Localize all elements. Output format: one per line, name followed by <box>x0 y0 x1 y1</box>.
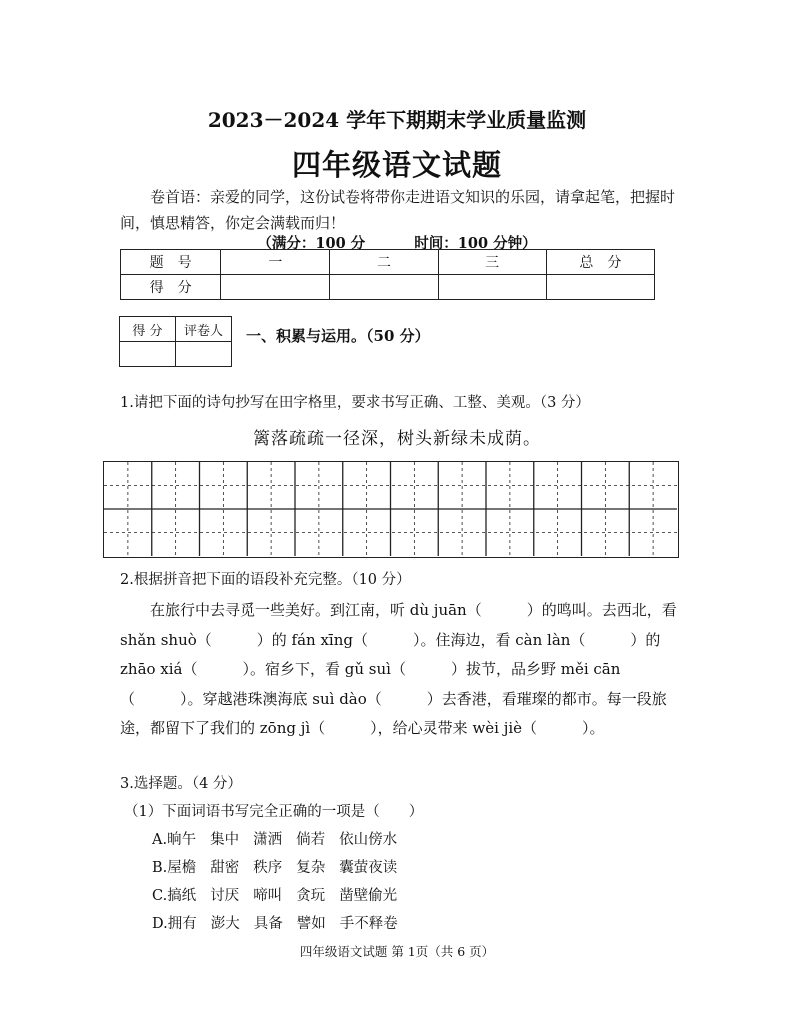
option-word: 讨厌 <box>210 888 240 904</box>
option-word: 譬如 <box>296 916 326 932</box>
option-word: 囊萤夜读 <box>339 860 398 876</box>
question-1: 1.请把下面的诗句抄写在田字格里，要求书写正确、工整、美观。（3 分） <box>120 395 590 411</box>
grid-lines <box>104 462 677 556</box>
option-label: C. <box>152 888 168 904</box>
tianzige-grid[interactable] <box>103 461 679 558</box>
option-word: 凿壁偷光 <box>339 888 398 904</box>
option-word: 复杂 <box>296 860 326 876</box>
exam-time: 时间：100 分钟） <box>414 235 537 252</box>
option-d[interactable] <box>152 912 412 933</box>
exam-title: 2023－2024 学年下期期末学业质量监测 <box>207 108 587 132</box>
option-word: 甜密 <box>210 860 240 876</box>
table-row <box>121 250 655 275</box>
grader-score-cell[interactable] <box>120 342 176 367</box>
option-word: 晌午 <box>167 832 197 848</box>
option-c[interactable] <box>152 884 411 905</box>
score-header-cell: 总 分 <box>546 250 654 275</box>
score-entry-cell[interactable] <box>438 275 546 300</box>
option-label: D. <box>152 916 168 932</box>
score-header-cell: 三 <box>438 250 546 275</box>
page-footer: 四年级语文试题 第 1页（共 6 页） <box>299 944 495 959</box>
table-row <box>120 317 232 342</box>
option-word: 依山傍水 <box>339 832 398 848</box>
option-word: 秩序 <box>253 860 283 876</box>
option-word: 屋檐 <box>167 860 197 876</box>
grader-score-label: 得 分 <box>120 317 176 342</box>
option-word: 啼叫 <box>253 888 283 904</box>
score-entry-cell[interactable] <box>330 275 438 300</box>
table-row <box>121 275 655 300</box>
question-3-sub1: （1）下面词语书写完全正确的一项是（ ） <box>124 804 424 820</box>
option-label: B. <box>152 860 168 876</box>
pinyin-paragraph: 在旅行中去寻觅一些美好。到江南，听 dù juān（ ）的鸣叫。去西北，看 shǎn shuò（ ）的 fán xīng（ ）。住海边，看 càn làn（ ）的 zhāo xiá（ ）。宿乡下，看 gǔ suì（ ）拔节，品乡野 měi cān（ ）。穿越港珠澳海底 suì dào（ ）去香港，看璀璨的都市。每一段旅途，都留下了我们的 zōng jì（ ），给心灵带来 wèi jiè（ ）。 <box>120 601 677 737</box>
option-word: 手不释卷 <box>339 916 398 932</box>
grader-box <box>119 316 232 367</box>
poem-line: 篱落疏疏一径深，树头新绿未成荫。 <box>253 429 541 449</box>
score-entry-cell[interactable] <box>546 275 654 300</box>
option-word: 倘若 <box>296 832 326 848</box>
full-score: （满分：100 分 <box>257 235 366 252</box>
option-word: 具备 <box>253 916 283 932</box>
question-2: 2.根据拼音把下面的语段补充完整。（10 分） <box>120 572 411 588</box>
option-word: 潇洒 <box>253 832 283 848</box>
option-b[interactable] <box>152 856 411 877</box>
grader-name-label: 评卷人 <box>176 317 232 342</box>
intro-text: 卷首语：亲爱的同学，这份试卷将带你走进语文知识的乐园，请拿起笔，把握时间，慎思精答，你定会满载而归！ <box>120 188 676 232</box>
option-word: 搞纸 <box>167 888 197 904</box>
option-word: 集中 <box>210 832 240 848</box>
option-word: 贪玩 <box>296 888 326 904</box>
question-3: 3.选择题。（4 分） <box>120 776 242 792</box>
score-header-cell: 题 号 <box>121 250 221 275</box>
score-header-cell: 二 <box>330 250 438 275</box>
subject-title: 四年级语文试题 <box>291 148 502 182</box>
option-word: 拥有 <box>167 916 197 932</box>
grader-name-cell[interactable] <box>176 342 232 367</box>
table-row <box>120 342 232 367</box>
score-entry-cell[interactable] <box>221 275 330 300</box>
score-table <box>120 249 655 300</box>
option-word: 澎大 <box>210 916 240 932</box>
option-label: A. <box>152 832 168 848</box>
section-heading: 一、积累与运用。（50 分） <box>246 327 430 345</box>
option-a[interactable] <box>152 828 411 849</box>
score-header-cell: 一 <box>221 250 330 275</box>
score-row-label: 得 分 <box>121 275 221 300</box>
